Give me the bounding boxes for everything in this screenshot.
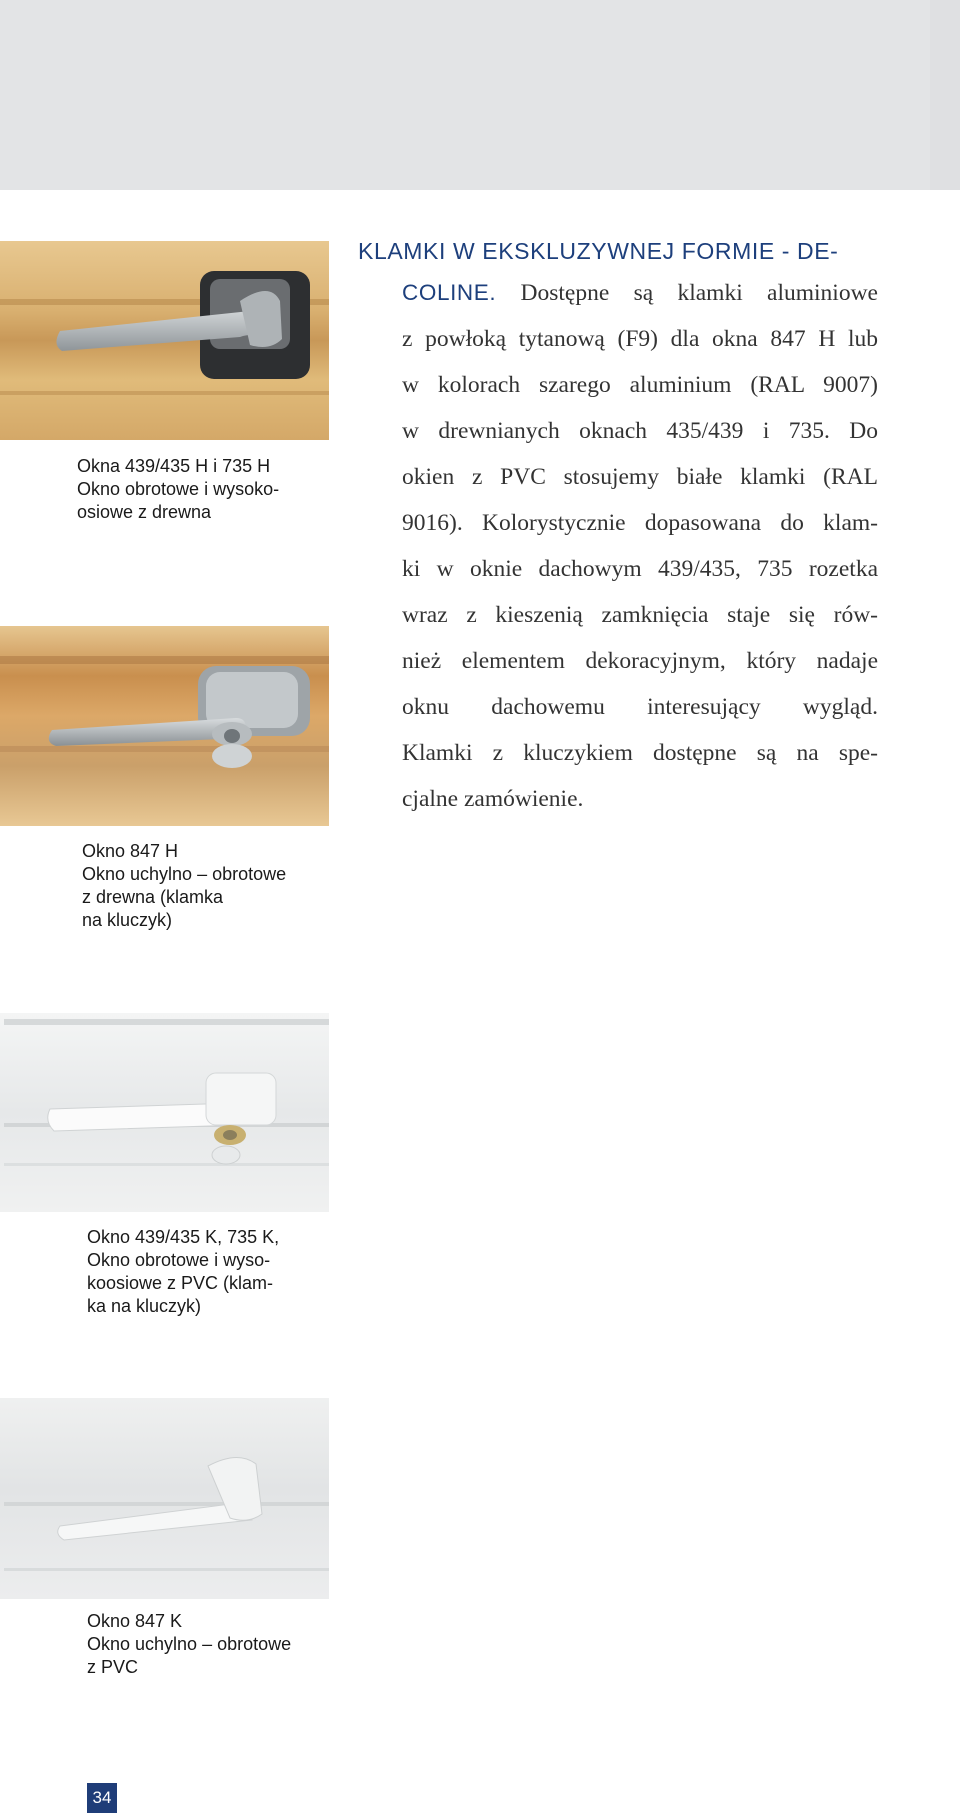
pvc-window-handle-photo (0, 1398, 329, 1599)
top-band (0, 0, 960, 190)
caption-line: Okno obrotowe i wyso- (87, 1250, 271, 1270)
caption-line: Okna 439/435 H i 735 H (77, 456, 271, 476)
caption-line: koosiowe z PVC (klam- (87, 1273, 274, 1293)
product-caption (77, 455, 279, 524)
body-line: wraz z kieszenią zamknięcia staje się rów- (402, 602, 878, 628)
caption-line: Okno 847 H (82, 841, 179, 861)
body-line: w kolorach szarego aluminium (RAL 9007) (402, 372, 878, 398)
caption-line: z PVC (87, 1657, 139, 1677)
caption-line: osiowe z drewna (77, 502, 212, 522)
product-caption (87, 1226, 279, 1318)
body-line: oknu dachowemu interesujący wygląd. (402, 694, 878, 720)
caption-line: Okno obrotowe i wysoko- (77, 479, 280, 499)
wooden-window-handle-photo (0, 241, 329, 440)
body-line: nież elementem dekoracyjnym, który nadaje (402, 648, 878, 674)
pvc-window-locking-handle-photo (0, 1013, 329, 1212)
body-line: w drewnianych oknach 435/439 i 735. Do (402, 418, 878, 444)
article-body (358, 270, 878, 822)
body-text-segment: Dostępne są klamki aluminiowe (496, 280, 878, 306)
body-line: ki w oknie dachowym 439/435, 735 rozetka (402, 556, 878, 582)
article-lead: COLINE. (402, 280, 497, 305)
body-line: 9016). Kolorystycznie dopasowana do klam- (402, 510, 878, 536)
caption-line: Okno uchylno – obrotowe (87, 1634, 292, 1654)
body-line: Klamki z kluczykiem dostępne są na spe- (402, 740, 878, 766)
wooden-window-locking-handle-photo (0, 626, 329, 826)
body-line (358, 270, 878, 316)
caption-line: z drewna (klamka (82, 887, 224, 907)
body-line: okien z PVC stosujemy białe klamki (RAL (402, 464, 878, 490)
page-number-badge: 34 (87, 1783, 117, 1813)
body-line: z powłoką tytanową (F9) dla okna 847 H lub (402, 326, 878, 352)
product-caption (82, 840, 286, 932)
article (358, 232, 878, 822)
caption-line: Okno 847 K (87, 1611, 183, 1631)
caption-line: ka na kluczyk) (87, 1296, 202, 1316)
body-line: cjalne zamówienie. (402, 786, 584, 812)
product-caption (87, 1610, 291, 1679)
top-band-edge (930, 0, 960, 190)
caption-line: na kluczyk) (82, 910, 173, 930)
article-heading: KLAMKI W EKSKLUZYWNEJ FORMIE - DE- (358, 238, 839, 264)
caption-line: Okno 439/435 K, 735 K, (87, 1227, 280, 1247)
caption-line: Okno uchylno – obrotowe (82, 864, 287, 884)
